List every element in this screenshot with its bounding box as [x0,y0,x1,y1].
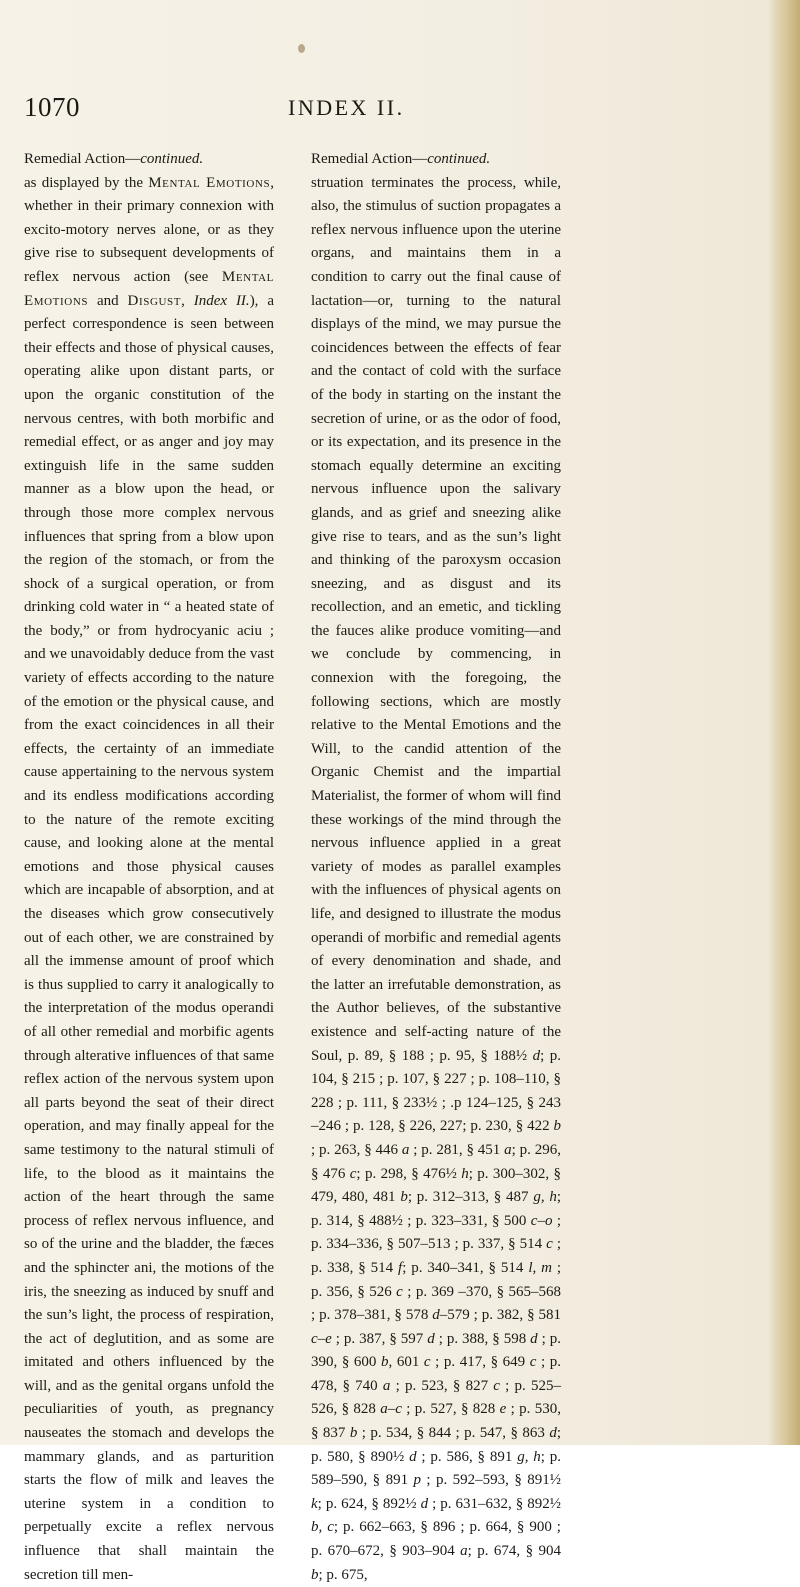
small-caps-term: Mental Emotions [148,174,271,191]
text-run: ; p. 390, § 600 [311,1330,562,1371]
italic-reference: c [349,1165,357,1182]
italic-reference: p [413,1472,421,1489]
text-run: ; p. 675, [318,1566,368,1583]
italic-reference: l, m [528,1259,552,1276]
italic-reference: g, h [533,1189,557,1206]
italic-reference: d [532,1047,541,1064]
italic-reference: g, h [517,1448,541,1465]
italic-reference: a [504,1141,512,1158]
italic-reference: a [382,1377,391,1394]
page-number: 1070 [24,92,80,122]
text-run: ; p. 534, § 844 ; p. 547, § 863 [357,1425,550,1442]
text-run: ; p. 314, § 488½ ; p. 323–331, § 500 [311,1189,562,1229]
text-run: ; p. 312–313, § 487 [407,1189,534,1206]
text-run: ; p. 530, § 837 [311,1401,561,1442]
text-run: ; p. 356, § 526 [311,1259,562,1300]
italic-reference: d [530,1330,538,1347]
text-run: ; p. 334–336, § 507–513 ; p. 337, § 514 [311,1212,561,1253]
italic-reference: c–o [530,1212,553,1229]
left-heading-continued: continued. [140,151,204,167]
text-run: ; p. 631–632, § 892½ [428,1495,562,1512]
italic-reference: a–c [380,1401,402,1418]
italic-reference: d [409,1448,417,1465]
right-heading-text: Remedial Action— [311,151,428,167]
text-run: ; p. 674, § 904 [467,1543,562,1560]
italic-reference: b [400,1189,408,1206]
right-column [311,148,561,1587]
text-run: ; p. 624, § 892½ [317,1495,421,1512]
italic-reference: c [529,1354,537,1371]
italic-reference: c [396,1283,403,1300]
text-run: , whether in their primary connexion with excito-motory nerves alone, or as they give rise to subsequent developments of reflex nervous action (see [24,174,274,285]
running-head: INDEX II. [288,95,405,120]
text-run: ; p. 525–526, § 828 [311,1377,562,1418]
page-edge-shading [768,0,800,1445]
italic-reference: b, c [311,1519,334,1536]
text-run: ; p. 592–593, § 891½ [421,1472,561,1489]
ink-spot [298,44,305,53]
text-run: , [181,292,194,309]
text-run: struation terminates the process, while, also, the stimulus of suction propagates a reflex nervous influence upon the uterine organs, and maintains them in a condition to carry out the final cause of lactation—or, turning to the natural displays of the mind, we may pursue the coincidences between the effects of fear and the contact of cold with the surface of the body in starting on the instant the secretion of urine, or as the odor of food, or its expectation, and its presence in the stomach equally determine an exciting nervous influence upon the salivary glands, and as grief and sneezing alike give rise to tears, and as the sun’s light and thinking of the paroxysm occasion sneezing, and as disgust and its recollection, and an emetic, and tickling the fauces alike produce vomiting—and we conclude by commencing, in connexion with the foregoing, the following sections, which are mostly relative to the Mental Emotions and the Will, to the candid attention of the Organic Chemist and the impartial Materialist, the former of whom will find these workings of the mind through the nervous influence applied in a great variety of modes as parallel examples with the influences of physical agents on life, and designed to illustrate the modus operandi of morbific and remedial agents of every denomination and shade, and the latter an irrefutable demonstration, as the Author believes, of the substantive existence and self-acting nature of the Soul, p. 89, § 188 ; p. 95, § 188½ [311,174,561,1064]
text-run: ; p. 338, § 514 [311,1236,561,1276]
text-run: ; p. 523, § 827 [390,1377,494,1394]
italic-reference: f [398,1259,403,1276]
text-run: and [88,292,128,309]
italic-reference: e [499,1401,507,1418]
text-run: ; p. 296, § 476 [311,1141,562,1182]
text-run: ; p. 589–590, § 891 [311,1448,562,1489]
text-run: as displayed by the [24,174,149,191]
page-header [0,92,800,132]
italic-reference: d [420,1495,429,1512]
right-heading-continued: continued. [427,151,491,167]
text-run: ; p. 281, § 451 [409,1141,505,1158]
text-run: ; p. 387, § 597 [331,1330,428,1347]
text-run: , 601 [388,1354,424,1371]
italic-reference: c [423,1354,431,1371]
text-run: ; p. 369 –370, § 565–568 ; p. 378–381, § 578 [311,1283,562,1324]
text-run: ; p. 478, § 740 [311,1354,562,1394]
small-caps-term: Mental Emotions [24,268,274,309]
text-run: ), a perfect correspondence is seen between their effects and those of physical causes, operating alike upon distant parts, or upon the organic constitution of the nervous centres, with both morbific and remedial effect, or as anger and joy may extinguish life in the same sudden manner as a blow upon the head, or through those more complex nervous influences that spring from a blow upon the region of the stomach, or from the shock of a surgical operation, or from drinking cold water in “ a heated state of the body,” or from hydrocyanic aciu ; and we unavoidably deduce from the vast variety of effects according to the nature of the emotion or the physical cause, and from the exact coincidences in all their effects, the certainty of an immediate cause appertaining to the nervous system and its endless modifications according to the nature of the remote exciting cause, and looking alone at the mental emotions and those physical causes which are incapable of absorption, and at the diseases which grow consecutively out of each other, we are constrained by all the immense amount of proof which is thus supplied to carry it analogically to the interpretation of the modus operandi of all other remedial and morbific agents through alterative influences of that same reflex action of the nervous system upon all parts beyond the seat of their direct operation, and may finally appeal for the same testimony to the natural stimuli of life, to the blood as it maintains the action of the heart through the same process of reflex nervous influence, and so of the urine and the bladder, the fæces and the sphincter ani, the motions of the iris, the sneezing as induced by snuff and the sun’s light, the process of respiration, the act of deglutition, and as some are imitated and others influenced by the will, and as the genital organs unfold the peculiarities of youth, as pregnancy nauseates the stomach and develops the mammary glands, and as parturition starts the flow of milk and leaves the uterine system in a condition to perpetually excite a reflex nervous influence that shall maintain the secretion till men- [24,292,274,1583]
small-caps-term: Disgust [127,292,182,309]
italic-reference: b [349,1425,358,1442]
text-run: ; p. 586, § 891 [416,1448,518,1465]
text-run: ; p. 104, § 215 ; p. 107, § 227 ; p. 108–110, § 228 ; p. 111, § 233½ ; .p 124–125, § 243 –246 ; p. 128, § 226, 227; p. 230, § 422 [311,1047,561,1135]
right-column-heading [311,148,561,172]
italic-reference: Index II. [193,292,250,309]
italic-reference: h [461,1165,469,1182]
left-column-text [24,172,274,1587]
italic-reference: a [460,1543,468,1560]
text-run: ; p. 340–341, § 514 [402,1259,529,1276]
italic-reference: a [401,1141,410,1158]
text-run: –579 ; p. 382, § 581 [439,1307,561,1324]
left-column-heading [24,148,274,172]
italic-reference: d [427,1330,435,1347]
right-column-text [311,172,561,1587]
italic-reference: c [546,1236,553,1253]
italic-reference: b [311,1566,319,1583]
italic-reference: c–e [311,1330,332,1347]
italic-reference: d [549,1425,557,1442]
left-column [24,148,274,1587]
left-heading-text: Remedial Action— [24,151,141,167]
italic-reference: k [311,1495,318,1512]
text-run: ; p. 388, § 598 [434,1330,531,1347]
text-run: ; p. 417, § 649 [430,1354,530,1371]
text-run: ; p. 527, § 828 [401,1401,500,1418]
text-run: ; p. 263, § 446 [311,1141,402,1158]
text-run: ; p. 298, § 476½ [356,1165,462,1182]
italic-reference: d [432,1307,440,1324]
italic-reference: c [493,1377,500,1394]
text-run: ; p. 300–302, § 479, 480, 481 [311,1165,562,1206]
text-run: ; p. 662–663, § 896 ; p. 664, § 900 ; p. 670–672, § 903–904 [311,1519,561,1560]
text-run: ; p. 580, § 890½ [311,1425,561,1465]
italic-reference: b [553,1118,561,1135]
italic-reference: b [381,1354,389,1371]
